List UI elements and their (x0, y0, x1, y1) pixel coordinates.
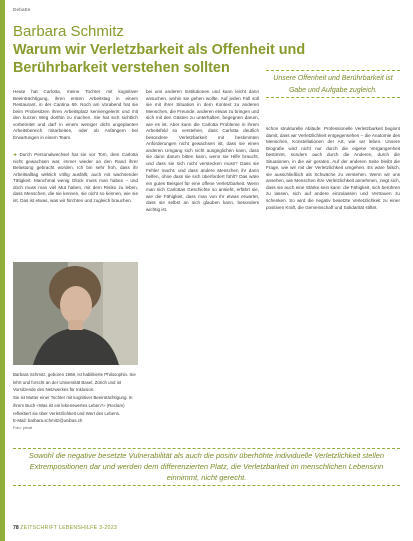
section-label: Debatte (13, 7, 31, 12)
arrow-icon: ➔ (13, 152, 17, 157)
divider (13, 485, 400, 486)
magazine-name: ZEITSCHRIFT LEBENSHILFE 3-2023 (20, 525, 118, 531)
pull-quote-bottom-text: Sowohl die negative besetzte Vulnerabilität als auch die positiv überhöhte individuelle Verletzlichkeit stellen Extrempositionen dar und werden dem differenzierten Platz, die Verletzbarkeit im menschlichen Lebensinn einnimmt, nicht gerecht. (28, 451, 385, 483)
intro-paragraph (13, 89, 138, 141)
author-caption (13, 371, 138, 433)
column-2-text: bei uns anderen Institutionen und kann leicht dann ansuchen, wohin sie gehen wollte. Auf jeden Fall soll sie mit ihrer Situation in dem Kontext zu anderen Menschen, die Freunde, anderen etwas zu bringen und sich mit den Gästen zu unterhalten, begegnen darum, wie es ist. Aber kann die Carlotta Probleme in ihrem Arbeitsfeld so verstehen, dass Carlotta deutlich besondere Verletzbarkeit mit bestimmten Anforderungen nicht gewachsen ist, dass sie einen anderen Umgang sich nicht ausgeglichen kann, dass sie dann darum bitten kann, wenn sie Hilfe braucht, und dass sie sich nicht verstecken muss? Dass sie Fehler macht, und dass andere Menschen ihr dann helfen, ohne dass sie sich überfordert fühlt? Das wäre ein gutes Beispiel für eine offene Verletzbarkeit. Wenn man sich Carlottas Geschichte so ansieht, erfährt sie, wie die Fähigkeit, dass man von ihr etwas erwartet, dass sie selbst an sich glauben kann, besonders wichtig ist. (146, 89, 259, 212)
caption-bio: Barbara Schmitz, geboren 1968, ist habilitierte Philosophin. Sie lehrt und forscht an der Universität Basel, Zürich und ist Vorsitzende des Netzwerkes für Inklusion. (13, 372, 136, 393)
caption-book: Sie ist Mutter einer Tochter mit kognitiver Beeinträchtigung. In ihrem Buch «Was ist ein lebenswertes Leben?» (Reclam) reflektiert sie über Verletzlichkeit und Wert des Lebens. (13, 395, 133, 416)
pull-quote-top-text: Unsere Offenheit und Berührbarkeit ist Gabe und Aufgabe zugleich. (273, 75, 393, 94)
caption-photo-credit: Foto: privat (13, 425, 32, 430)
pull-quote-bottom (13, 448, 400, 486)
author-photo (13, 262, 138, 365)
column-2-body (146, 89, 259, 213)
column-1-text: Durch Personalwechsel hat sie vor Tom, dem Carlotta nicht gewachsen war, immer wieder an den Rand ihrer Belastung gebracht worden. Ich bin sehr froh, dass ihr Arbeitsalltag wirklich völlig ausfällt, auch mit wachsender Tätigkeit. Manchmal wenig Glück muss man haben – und doch muss man viel Mut haben, mit dem Risiko zu leben, dass Menschen, die sie kennen, sie nicht so kennen, wie sie ist. Das ist etwas, was wir fürchten und zugleich brauchen. (13, 152, 138, 203)
column-3-text: schon strukturelle Abläufe. Professionelle Verletzbarkeit beginnt damit, dass wir Verletzlichkeit entgegensehen – die Anatomie des Menschen, Konstellationen der Art, wie wir leben. Unsere Biografie wird nicht nur durch die eigene Vergangenheit bestimmt, sondern auch durch die Anderen, durch die Situationen, in die wir geraten. Auf der anderen Seite bleibt die Frage, wie wir mit der Verletzlichkeit umgehen. Es wäre falsch, sie ausschließlich als Schwäche zu verstehen. Wenn wir uns ansehen, wie Menschen ihre Verletzlichkeit annehmen, zeigt sich, dass sie auch eine Stärke sein kann: die Fähigkeit, sich berühren zu lassen, sich auf andere einzulassen und Vertrauen zu schenken. So wird die negativ besetzte Verletzlichkeit zu einer positiven Kraft, die Gemeinschaft und Solidarität stiftet. (266, 126, 400, 210)
column-3-body (266, 126, 400, 211)
author-name: Barbara Schmitz (13, 23, 124, 40)
page-number: 78 (13, 525, 19, 531)
left-accent-bar (0, 0, 5, 541)
caption-email[interactable]: E-Mail: barbara.schmitz@unibas.ch (13, 418, 83, 424)
article-headline: Warum wir Verletzbarkeit als Offenheit und Berührbarkeit verstehen sollten (13, 42, 306, 76)
page-footer (13, 525, 117, 531)
column-1-body (13, 152, 138, 204)
divider (266, 97, 400, 98)
intro-text: Heute hat Carlotta, meine Tochter mit kognitiver Beeinträchtigung, ihren ersten Arbeitstag in einem Restaurant, in der Cantina 69. Noch am Vorabend hat sie beim Probesitzen ihren Arbeitsplatz kennengelernt und mit den kurzen Weg dorthin zu machen. Sie hat sich sichtlich vorbereitet und darf in einem weniger dicht ungeplanten Arbeitsbereich mitarbeiten, oder ob Anfängern bei Erwartungen in einem Team. (13, 89, 138, 140)
pull-quote-top (266, 70, 400, 98)
